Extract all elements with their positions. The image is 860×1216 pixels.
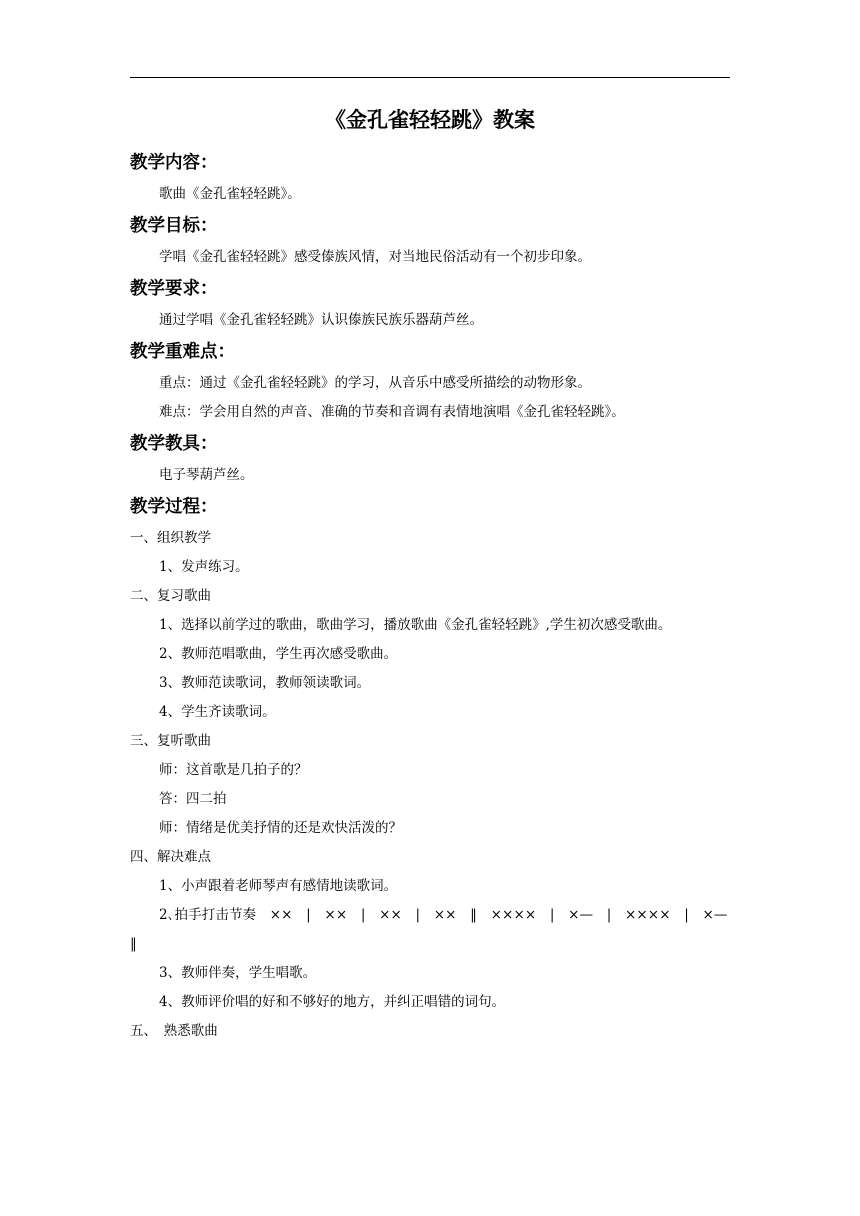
section-heading-tools: 教学教具： [130,434,218,454]
section-heading-requirement: 教学要求： [130,279,218,299]
section-heading-content: 教学内容： [130,153,218,173]
section-heading-process: 教学过程： [130,497,218,517]
step-title-5: 五、 熟悉歌曲 [130,1023,218,1039]
list-item: 1、小声跟着老师琴声有感情地读歌词。 [159,878,398,894]
rhythm-pattern: 2､拍手打击节奏 ×× | ×× | ×× | ×× ‖ ×××× | ×— | ×××× | ×— ‖ [130,907,742,952]
section-text-requirement: 通过学唱《金孔雀轻轻跳》认识傣族民族乐器葫芦丝。 [159,312,483,328]
list-item: 1、选择以前学过的歌曲，歌曲学习，播放歌曲《金孔雀轻轻跳》,学生初次感受歌曲。 [159,617,672,633]
list-item: 2、教师范唱歌曲，学生再次感受歌曲。 [159,646,398,662]
document-title: 《金孔雀轻轻跳》教案 [325,108,535,132]
dialogue-line: 答：四二拍 [159,791,227,807]
step-title-3: 三、复听歌曲 [130,733,211,749]
header-rule [130,77,730,78]
step-title-4: 四、解决难点 [130,849,211,865]
section-text-tools: 电子琴葫芦丝。 [159,467,254,483]
dialogue-line: 师：情绪是优美抒情的还是欢快活泼的？ [159,820,402,836]
dialogue-line: 师：这首歌是几拍子的？ [159,762,308,778]
document-body [130,100,742,1046]
section-heading-keypoints: 教学重难点： [130,342,235,362]
step-title-2: 二、复习歌曲 [130,588,211,604]
list-item: 1、发声练习。 [159,559,249,575]
list-item: 4、教师评价唱的好和不够好的地方，并纠正唱错的词句。 [159,994,506,1010]
list-item: 4、学生齐读歌词。 [159,704,276,720]
list-item: 3、教师伴奏，学生唱歌。 [159,965,317,981]
section-text-content: 歌曲《金孔雀轻轻跳》。 [159,186,301,202]
key-point-text: 重点：通过《金孔雀轻轻跳》的学习，从音乐中感受所描绘的动物形象。 [159,375,591,391]
difficult-point-text: 难点：学会用自然的声音、准确的节奏和音调有表情地演唱《金孔雀轻轻跳》。 [159,404,625,420]
section-text-goal: 学唱《金孔雀轻轻跳》感受傣族风情，对当地民俗活动有一个初步印象。 [159,249,591,265]
step-title-1: 一、组织教学 [130,530,211,546]
list-item: 3、教师范读歌词，教师领读歌词。 [159,675,371,691]
section-heading-goal: 教学目标： [130,216,218,236]
